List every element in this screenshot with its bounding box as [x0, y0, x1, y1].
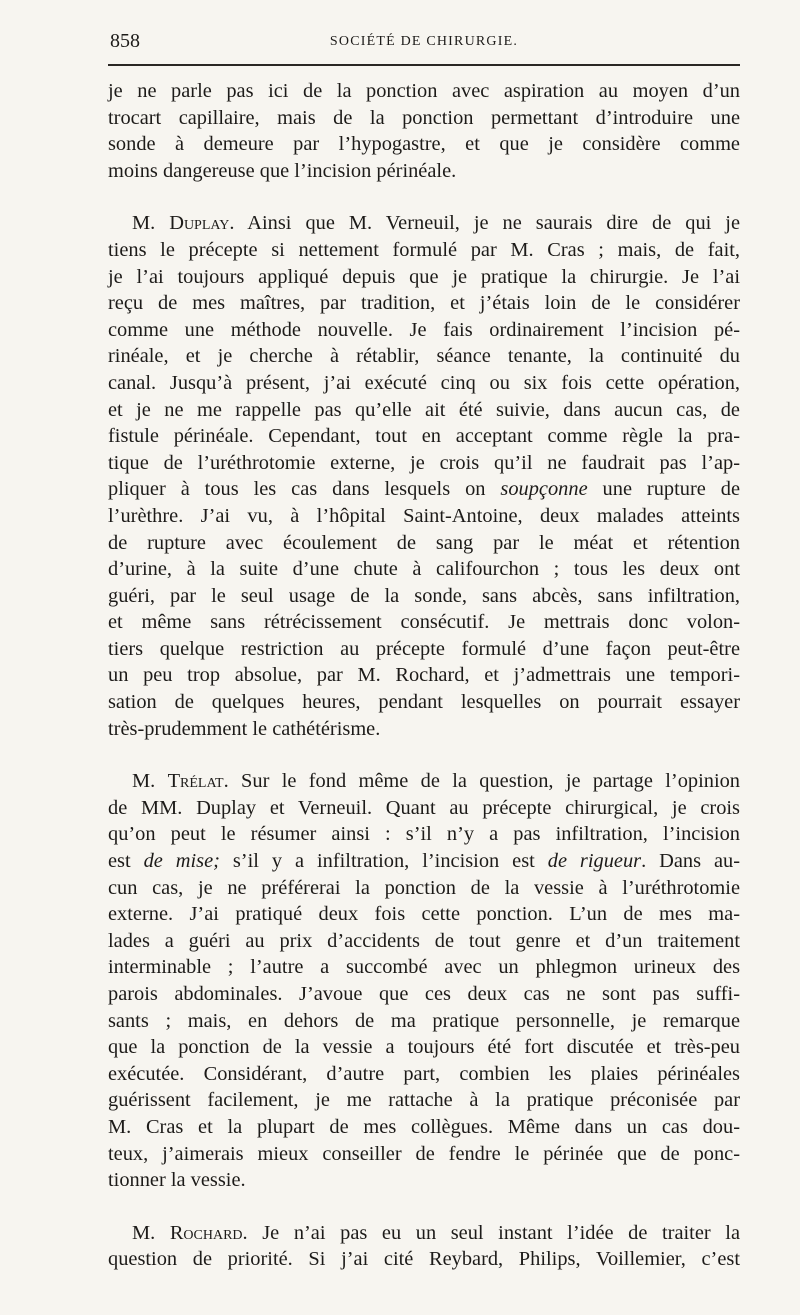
text-run: tiers quelque restriction au précepte formulé d’une façon peut-être	[108, 637, 740, 660]
text-run: je l’ai toujours appliqué depuis que je pratique la chirurgie. Je l’ai	[108, 265, 740, 288]
text-line	[108, 78, 740, 105]
text-line	[108, 1087, 740, 1114]
text-run: est	[108, 850, 144, 873]
text-run: trocart capillaire, mais de la ponction permettant d’introduire une	[108, 106, 740, 129]
text-line	[108, 370, 740, 397]
text-line	[108, 928, 740, 955]
speaker-name: Duplay	[169, 212, 230, 235]
text-line	[108, 423, 740, 450]
text-line	[108, 583, 740, 610]
page-body	[108, 78, 740, 1273]
text-line	[108, 1141, 740, 1168]
text-line	[108, 105, 740, 132]
text-line	[108, 821, 740, 848]
text-run: canal. Jusqu’à présent, j’ai exécuté cinq ou six fois cette opération,	[108, 371, 740, 394]
text-line	[108, 290, 740, 317]
text-run: sonde à demeure par l’hypogastre, et que je considère comme	[108, 133, 740, 156]
text-run: de MM. Duplay et Verneuil. Quant au précepte chirurgical, je crois	[108, 796, 740, 819]
text-run: tiens le précepte si nettement formulé par M. Cras ; mais, de fait,	[108, 238, 740, 261]
text-run: comme une méthode nouvelle. Je fais ordinairement l’incision pé-	[108, 318, 740, 341]
paragraph	[108, 768, 740, 1194]
text-run: l’urèthre. J’ai vu, à l’hôpital Saint-Antoine, deux malades atteints	[108, 504, 740, 527]
text-run: M.	[132, 212, 170, 235]
text-line	[108, 636, 740, 663]
text-run: . Je n’ai pas eu un seul instant l’idée de traiter la	[242, 1221, 740, 1244]
text-run: lades a guéri au prix d’accidents de tout genre et d’un traitement	[108, 929, 740, 952]
text-line	[108, 795, 740, 822]
text-run: M.	[132, 770, 168, 793]
text-run: . Sur le fond même de la question, je partage l’opinion	[223, 770, 740, 793]
text-line	[108, 530, 740, 557]
text-line	[108, 317, 740, 344]
text-run: cun cas, je ne préférerai la ponction de la vessie à l’uréthrotomie	[108, 876, 740, 899]
text-line	[108, 875, 740, 902]
page-header	[108, 28, 740, 58]
text-run: teux, j’aimerais mieux conseiller de fendre le périnée que de ponc-	[108, 1142, 740, 1165]
text-line	[108, 848, 740, 875]
text-line	[108, 1220, 740, 1247]
text-line	[108, 397, 740, 424]
text-run: une rupture de	[587, 478, 740, 501]
text-line	[108, 556, 740, 583]
text-run: de rupture avec écoulement de sang par le méat et rétention	[108, 531, 740, 554]
text-line	[108, 689, 740, 716]
text-run: tique de l’uréthrotomie externe, je crois qu’il ne faudrait pas l’ap-	[108, 451, 740, 474]
paragraph	[108, 78, 740, 184]
text-run: je ne parle pas ici de la ponction avec aspiration au moyen d’un	[108, 80, 740, 102]
text-run: guéri, par le seul usage de la sonde, sans abcès, sans infiltration,	[108, 584, 740, 607]
text-run: moins dangereuse que l’incision périnéale.	[108, 159, 457, 182]
paragraph-gap	[108, 742, 740, 768]
emphasis: soupçonne	[500, 478, 588, 501]
text-line	[108, 954, 740, 981]
text-run: un peu trop absolue, par M. Rochard, et j’admettrais une tempori-	[108, 664, 740, 687]
text-run: reçu de mes maîtres, par tradition, et j’étais loin de le considérer	[108, 292, 740, 315]
text-run: M. Cras et la plupart de mes collègues. Même dans un cas dou-	[108, 1115, 740, 1138]
text-run: et je ne me rappelle pas qu’elle ait été suivie, dans aucun cas, de	[108, 398, 740, 421]
text-line	[108, 768, 740, 795]
text-line	[108, 476, 740, 503]
text-line	[108, 1246, 740, 1273]
text-line	[108, 503, 740, 530]
paragraph-gap	[108, 1194, 740, 1220]
speaker-name: Rochard	[169, 1221, 243, 1244]
text-run: guérissent facilement, je me rattache à la pratique préconisée par	[108, 1089, 740, 1112]
emphasis: de rigueur	[547, 850, 642, 873]
text-run: que la ponction de la vessie a toujours été fort discutée et très-peu	[108, 1036, 740, 1059]
header-rule	[108, 64, 740, 66]
text-run: rinéale, et je cherche à rétablir, séance tenante, la continuité du	[108, 345, 740, 368]
text-run: sation de quelques heures, pendant lesquelles on pourrait essayer	[108, 691, 740, 714]
running-title: SOCIÉTÉ DE CHIRURGIE.	[329, 34, 519, 49]
text-line	[108, 609, 740, 636]
emphasis: de mise;	[143, 850, 220, 873]
text-run: exécutée. Considérant, d’autre part, combien les plaies périnéales	[108, 1062, 740, 1085]
text-line	[108, 662, 740, 689]
text-run: M.	[132, 1221, 170, 1244]
text-run: d’urine, à la suite d’une chute à califourchon ; tous les deux ont	[108, 558, 740, 581]
text-run: et même sans rétrécissement consécutif. Je mettrais donc volon-	[108, 611, 740, 634]
text-line	[108, 981, 740, 1008]
text-line	[108, 1008, 740, 1035]
text-run: très-prudemment le cathétérisme.	[108, 717, 381, 740]
paragraph	[108, 1220, 740, 1273]
text-run: externe. J’ai pratiqué deux fois cette ponction. L’un de mes ma-	[108, 903, 740, 926]
text-run: sants ; mais, en dehors de ma pratique personnelle, je remarque	[108, 1009, 740, 1032]
text-line	[108, 1114, 740, 1141]
text-run: parois abdominales. J’avoue que ces deux cas ne sont pas suffi-	[108, 983, 740, 1005]
speaker-name: Trélat	[167, 770, 224, 793]
text-line	[108, 131, 740, 158]
paragraph-gap	[108, 184, 740, 210]
text-line	[108, 901, 740, 928]
text-line	[108, 1034, 740, 1061]
text-line	[108, 343, 740, 370]
page-number: 858	[110, 30, 140, 52]
text-line	[108, 1061, 740, 1088]
text-run: interminable ; l’autre a succombé avec un phlegmon urineux des	[108, 956, 740, 979]
text-line	[108, 158, 740, 185]
text-run: . Dans au-	[641, 850, 741, 873]
text-line	[108, 716, 740, 743]
text-run: s’il y a infiltration, l’incision est	[219, 850, 548, 873]
text-line	[108, 237, 740, 264]
text-line	[108, 210, 740, 237]
text-line	[108, 264, 740, 291]
paragraph	[108, 210, 740, 742]
text-run: . Ainsi que M. Verneuil, je ne saurais dire de qui je	[229, 212, 741, 235]
text-run: question de priorité. Si j’ai cité Reybard, Philips, Voillemier, c’est	[108, 1248, 740, 1271]
text-run: fistule périnéale. Cependant, tout en acceptant comme règle la pra-	[108, 425, 740, 448]
text-line	[108, 1167, 740, 1194]
text-line	[108, 450, 740, 477]
text-run: pliquer à tous les cas dans lesquels on	[108, 478, 501, 501]
text-run: qu’on peut le résumer ainsi : s’il n’y a pas infiltration, l’incision	[108, 823, 740, 846]
text-run: tionner la vessie.	[108, 1169, 246, 1192]
